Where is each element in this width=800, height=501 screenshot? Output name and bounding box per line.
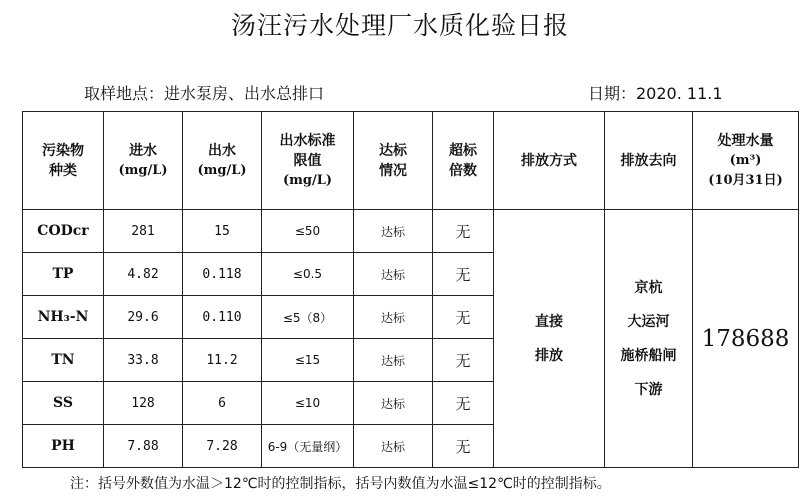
cell-inflow: 128 <box>104 382 183 425</box>
cell-status: 达标 <box>354 210 433 253</box>
col-outflow: 出水 (mg/L) <box>183 112 262 210</box>
table-row <box>23 210 799 253</box>
cell-outflow: 6 <box>183 382 262 425</box>
cell-destination: 京杭 大运河 施桥船闸 下游 <box>605 210 693 468</box>
cell-exceed: 无 <box>433 253 494 296</box>
cell-status: 达标 <box>354 339 433 382</box>
cell-outflow: 15 <box>183 210 262 253</box>
cell-inflow: 7.88 <box>104 425 183 468</box>
col-status: 达标 情况 <box>354 112 433 210</box>
report-title: 汤汪污水处理厂水质化验日报 <box>230 11 569 40</box>
col-volume: 处理水量 (m³) (10月31日) <box>693 112 799 210</box>
cell-inflow: 4.82 <box>104 253 183 296</box>
cell-outflow: 0.110 <box>183 296 262 339</box>
cell-exceed: 无 <box>433 296 494 339</box>
cell-outflow: 0.118 <box>183 253 262 296</box>
cell-inflow: 281 <box>104 210 183 253</box>
col-exceed: 超标 倍数 <box>433 112 494 210</box>
cell-outflow: 11.2 <box>183 339 262 382</box>
cell-pollutant: TP <box>23 253 104 296</box>
cell-volume: 178688 <box>693 210 799 468</box>
cell-inflow: 29.6 <box>104 296 183 339</box>
cell-exceed: 无 <box>433 425 494 468</box>
cell-status: 达标 <box>354 296 433 339</box>
col-standard: 出水标准 限值 (mg/L) <box>262 112 354 210</box>
footnote: 注：括号外数值为水温＞12℃时的控制指标，括号内数值为水温≤12℃时的控制指标。 <box>70 476 611 492</box>
col-destination: 排放去向 <box>605 112 693 210</box>
cell-standard: 6-9（无量纲） <box>262 425 354 468</box>
cell-exceed: 无 <box>433 210 494 253</box>
cell-method: 直接 排放 <box>494 210 605 468</box>
cell-exceed: 无 <box>433 339 494 382</box>
col-pollutant: 污染物 种类 <box>23 112 104 210</box>
cell-standard: ≤15 <box>262 339 354 382</box>
col-inflow: 进水 (mg/L) <box>104 112 183 210</box>
cell-pollutant: PH <box>23 425 104 468</box>
header-row <box>23 112 799 210</box>
cell-pollutant: CODcr <box>23 210 104 253</box>
cell-inflow: 33.8 <box>104 339 183 382</box>
cell-standard: ≤5（8） <box>262 296 354 339</box>
cell-pollutant: TN <box>23 339 104 382</box>
cell-standard: ≤0.5 <box>262 253 354 296</box>
cell-status: 达标 <box>354 382 433 425</box>
cell-exceed: 无 <box>433 382 494 425</box>
water-quality-table <box>22 111 799 468</box>
report-date: 日期：2020. 11.1 <box>588 84 723 103</box>
cell-pollutant: SS <box>23 382 104 425</box>
sampling-location: 取样地点：进水泵房、出水总排口 <box>84 84 325 103</box>
cell-pollutant: NH₃-N <box>23 296 104 339</box>
col-method: 排放方式 <box>494 112 605 210</box>
cell-outflow: 7.28 <box>183 425 262 468</box>
cell-status: 达标 <box>354 253 433 296</box>
cell-status: 达标 <box>354 425 433 468</box>
cell-standard: ≤10 <box>262 382 354 425</box>
cell-standard: ≤50 <box>262 210 354 253</box>
